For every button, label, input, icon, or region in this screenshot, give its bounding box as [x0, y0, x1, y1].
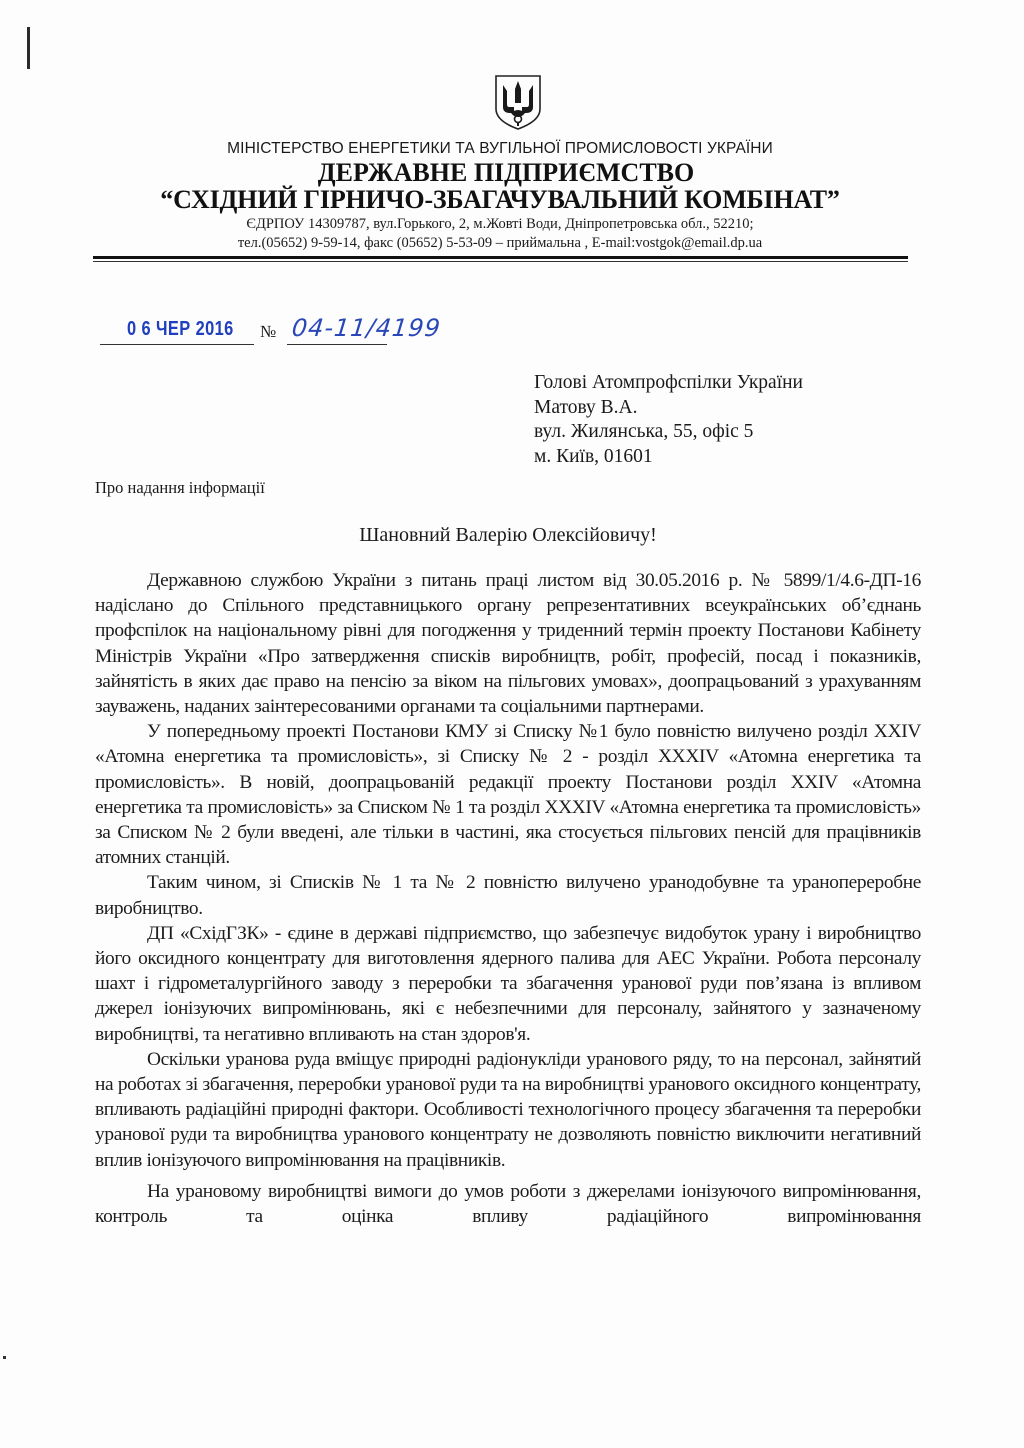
scan-margin-mark: [27, 27, 30, 69]
requisites-address: ЄДРПОУ 14309787, вул.Горького, 2, м.Жовті Води, Дніпропетровська обл., 52210;: [246, 216, 754, 232]
body-paragraph: Державною службою України з питань праці листом від 30.05.2016 р. № 5899/1/4.6-ДП-16 надіслано до Спільного представницького органу репрезентативних всеукраїнських об’єднань профспілок на національному рівні для погодження у триденний термін проекту Постанови Кабінету Міністрів України «Про затвердження списків виробництв, робіт, професій, посад і показників, зайнятість в яких дає право на пенсію за віком на пільгових умовах», доопрацьований з урахуванням зауважень, наданих заінтересованими органами та соціальними партнерами.: [95, 570, 921, 718]
letter-subject: Про надання інформації: [95, 478, 265, 497]
enterprise-name: “СХІДНИЙ ГІРНИЧО-ЗБАГАЧУВАЛЬНИЙ КОМБІНАТ”: [160, 185, 840, 214]
letter-body: [95, 568, 921, 1229]
body-paragraph: На урановому виробництві вимоги до умов роботи з джерелами іонізуючого випромінювання, контроль та оцінка впливу радіаційного випромінювання: [95, 1180, 921, 1228]
body-paragraph: ДП «СхідГЗК» - єдине в державі підприємство, що забезпечує видобуток урану і виробництво його оксидного концентрату для виготовлення ядерного палива для АЕС України. Робота персоналу шахт і гідрометалургійного заводу з переробки та збагачення уранової руди пов’язана із впливом джерел іонізуючих випромінювань, які є небезпечними для персоналу, зайнятого у зазначеному виробництві, та негативно впливають на стан здоров'я.: [95, 922, 921, 1045]
registration-date-line: [100, 344, 254, 345]
addressee-street: вул. Жилянська, 55, офіс 5: [534, 421, 754, 442]
scan-margin-dot: [3, 1356, 6, 1359]
trident-emblem-icon: [492, 73, 544, 131]
enterprise-requisites: [0, 215, 1000, 253]
letterhead-rule-thin: [93, 261, 908, 262]
addressee-block: [534, 371, 803, 469]
salutation: Шановний Валерію Олексійовичу!: [359, 524, 657, 546]
addressee-name: Матову В.А.: [534, 396, 638, 418]
body-paragraph: Оскільки уранова руда вміщує природні радіонукліди уранового ряду, то на персонал, зайнятий на роботах зі збагачення, переробки уранової руди та на виробництві уранового оксидного концентрату, впливають радіаційні природні фактори. Особливості технологічного процесу збагачення та переробки уранової руди та виробництва уранового концентрату не дозволяють повністю виключити негативний вплив іонізуючого випромінювання на працівників.: [95, 1048, 921, 1171]
letterhead-rule-thick: [93, 256, 908, 259]
addressee-city: м. Київ, 01601: [534, 445, 653, 467]
addressee-position: Голові Атомпрофспілки України: [534, 372, 803, 393]
body-paragraph: Таким чином, зі Списків № 1 та № 2 повністю вилучено уранодобувне та уранопереробне виробництво.: [95, 872, 921, 919]
registration-number-label: №: [260, 322, 277, 341]
enterprise-type: ДЕРЖАВНЕ ПІДПРИЄМСТВО: [317, 158, 695, 187]
registration-date-stamp: 0 6 ЧЕР 2016: [127, 318, 234, 340]
body-paragraph: У попередньому проекті Постанови КМУ зі Списку №1 було повністю вилучено розділ XXIV «Атомна енергетика та промисловість», зі Списку № 2 - розділ XXXIV «Атомна енергетика та промисловість». В новій, доопрацьованій редакції проекту Постанови розділ XXIV «Атомна енергетика та промисловість» за Списком № 1 та розділ XXXIV «Атомна енергетика та промисловість» за Списком № 2 були введені, але тільки в частині, яка стосується пільгових пенсій для працівників атомних станцій.: [95, 721, 921, 869]
ministry-name: МІНІСТЕРСТВО ЕНЕРГЕТИКИ ТА ВУГІЛЬНОЇ ПРОМИСЛОВОСТІ УКРАЇНИ: [227, 140, 773, 157]
requisites-contacts: тел.(05652) 9-59-14, факс (05652) 5-53-09 – приймальна , E-mail:vostgok@email.dp.ua: [237, 235, 763, 251]
registration-number-line: [287, 344, 387, 345]
registration-number-handwritten: 04-11/4199: [290, 314, 443, 342]
